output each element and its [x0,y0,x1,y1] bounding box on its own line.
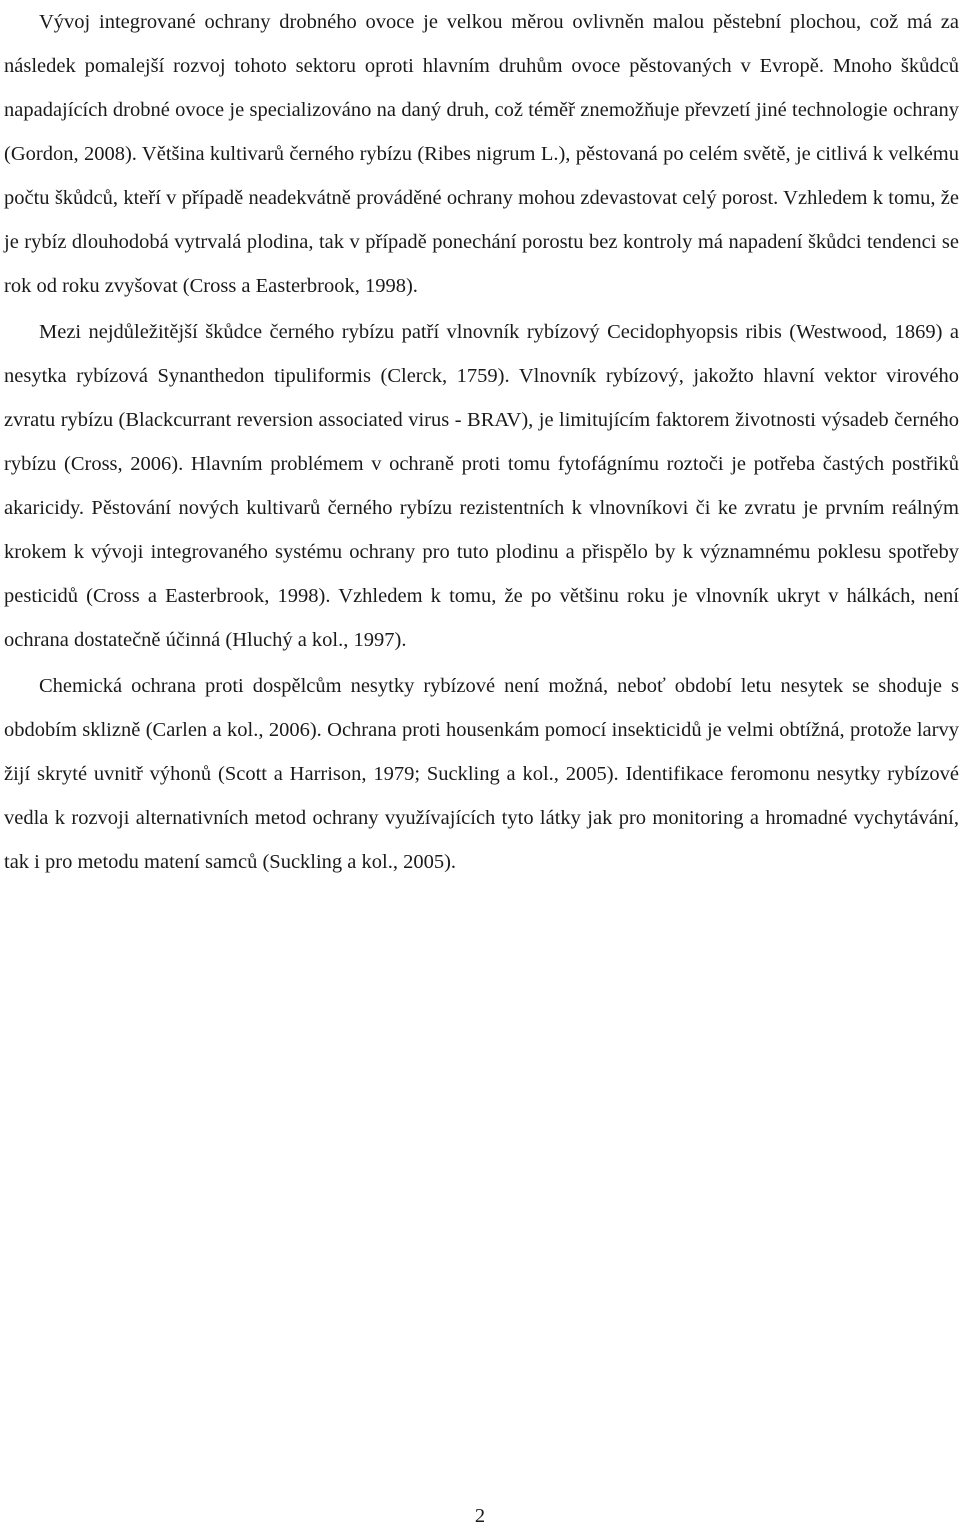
paragraph-intro: Vývoj integrované ochrany drobného ovoce je velkou měrou ovlivněn malou pěstební plochou, což má za následek pomalejší rozvoj tohoto sektoru oproti hlavním druhům ovoce pěstovaných v Evropě. Mnoho škůdců napadajících drobné ovoce je specializováno na daný druh, což téměř znemožňuje převzetí jiné technologie ochrany (Gordon, 2008). Většina kultivarů černého rybízu (Ribes nigrum L.), pěstovaná po celém světě, je citlivá k velkému počtu škůdců, kteří v případě neadekvátně prováděné ochrany mohou zdevastovat celý porost. Vzhledem k tomu, že je rybíz dlouhodobá vytrvalá plodina, tak v případě ponechání porostu bez kontroly má napadení škůdci tendenci se rok od roku zvyšovat (Cross a Easterbrook, 1998). [4,11,959,297]
paragraph-pests: Mezi nejdůležitější škůdce černého rybízu patří vlnovník rybízový Cecidophyopsis ribis (Westwood, 1869) a nesytka rybízová Synanthedon tipuliformis (Clerck, 1759). Vlnovník rybízový, jakožto hlavní vektor virového zvratu rybízu (Blackcurrant reversion associated virus - BRAV), je limitujícím faktorem životnosti výsadeb černého rybízu (Cross, 2006). Hlavním problémem v ochraně proti tomu fytofágnímu roztoči je potřeba častých postřiků akaricidy. Pěstování nových kultivarů černého rybízu rezistentních k vlnovníkovi či ke zvratu je prvním reálným krokem k vývoji integrovaného systému ochrany pro tuto plodinu a přispělo by k významnému poklesu spotřeby pesticidů (Cross a Easterbrook, 1998). Vzhledem k tomu, že po většinu roku je vlnovník ukryt v hálkách, není ochrana dostatečně účinná (Hluchý a kol., 1997). [4,321,959,651]
paragraph-chemical-protection: Chemická ochrana proti dospělcům nesytky rybízové není možná, neboť období letu nesytek se shoduje s obdobím sklizně (Carlen a kol., 2006). Ochrana proti housenkám pomocí insekticidů je velmi obtížná, protože larvy žijí skryté uvnitř výhonů (Scott a Harrison, 1979; Suckling a kol., 2005). Identifikace feromonu nesytky rybízové vedla k rozvoji alternativních metod ochrany využívajících tyto látky jak pro monitoring a hromadné vychytávání, tak i pro metodu matení samců (Suckling a kol., 2005). [4,675,959,873]
document-page [4,0,959,884]
page-number: 2 [474,1505,486,1527]
